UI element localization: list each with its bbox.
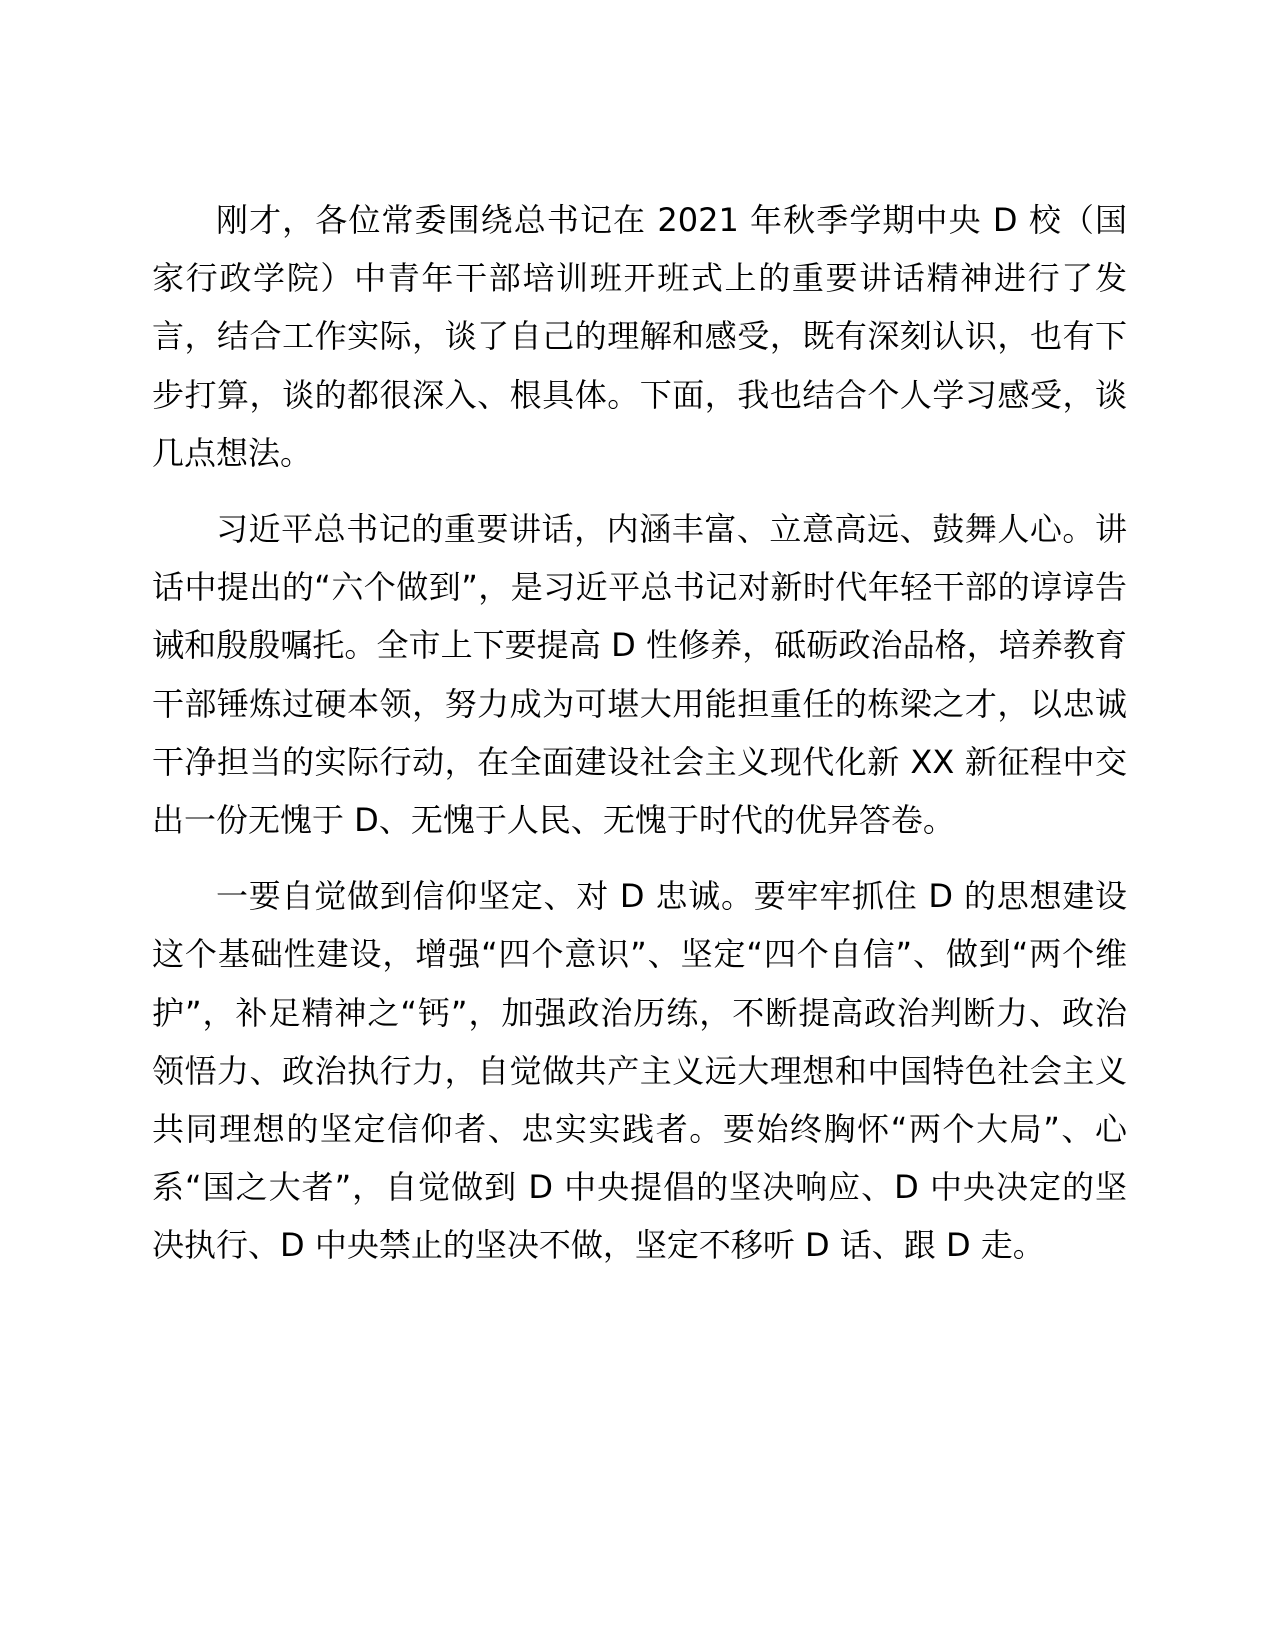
paragraph-opening: 刚才，各位常委围绕总书记在 2021 年秋季学期中央 D 校（国家行政学院）中青年干部培训班开班式上的重要讲话精神进行了发言，结合工作实际，谈了自己的理解和感受，既有深刻认识，也有下步打算，谈的都很深入、根具体。下面，我也结合个人学习感受，谈几点想法。 [152,201,1127,472]
paragraph-speech-summary: 习近平总书记的重要讲话，内涵丰富、立意高远、鼓舞人心。讲话中提出的“六个做到”，是习近平总书记对新时代年轻干部的谆谆告诫和殷殷嘱托。全市上下要提高 D 性修养，砥砺政治品格，培养教育干部锤炼过硬本领，努力成为可堪大用能担重任的栋梁之才，以忠诚干净担当的实际行动，在全面建设社会主义现代化新 XX 新征程中交出一份无愧于 D、无愧于人民、无愧于时代的优异答卷。 [152,510,1127,840]
document-body [152,191,1127,1293]
paragraph-point-one: 一要自觉做到信仰坚定、对 D 忠诚。要牢牢抓住 D 的思想建设这个基础性建设，增强“四个意识”、坚定“四个自信”、做到“两个维护”，补足精神之“钙”，加强政治历练，不断提高政治判断力、政治领悟力、政治执行力，自觉做共产主义远大理想和中国特色社会主义共同理想的坚定信仰者、忠实实践者。要始终胸怀“两个大局”、心系“国之大者”，自觉做到 D 中央提倡的坚决响应、D 中央决定的坚决执行、D 中央禁止的坚决不做，坚定不移听 D 话、跟 D 走。 [152,877,1127,1265]
